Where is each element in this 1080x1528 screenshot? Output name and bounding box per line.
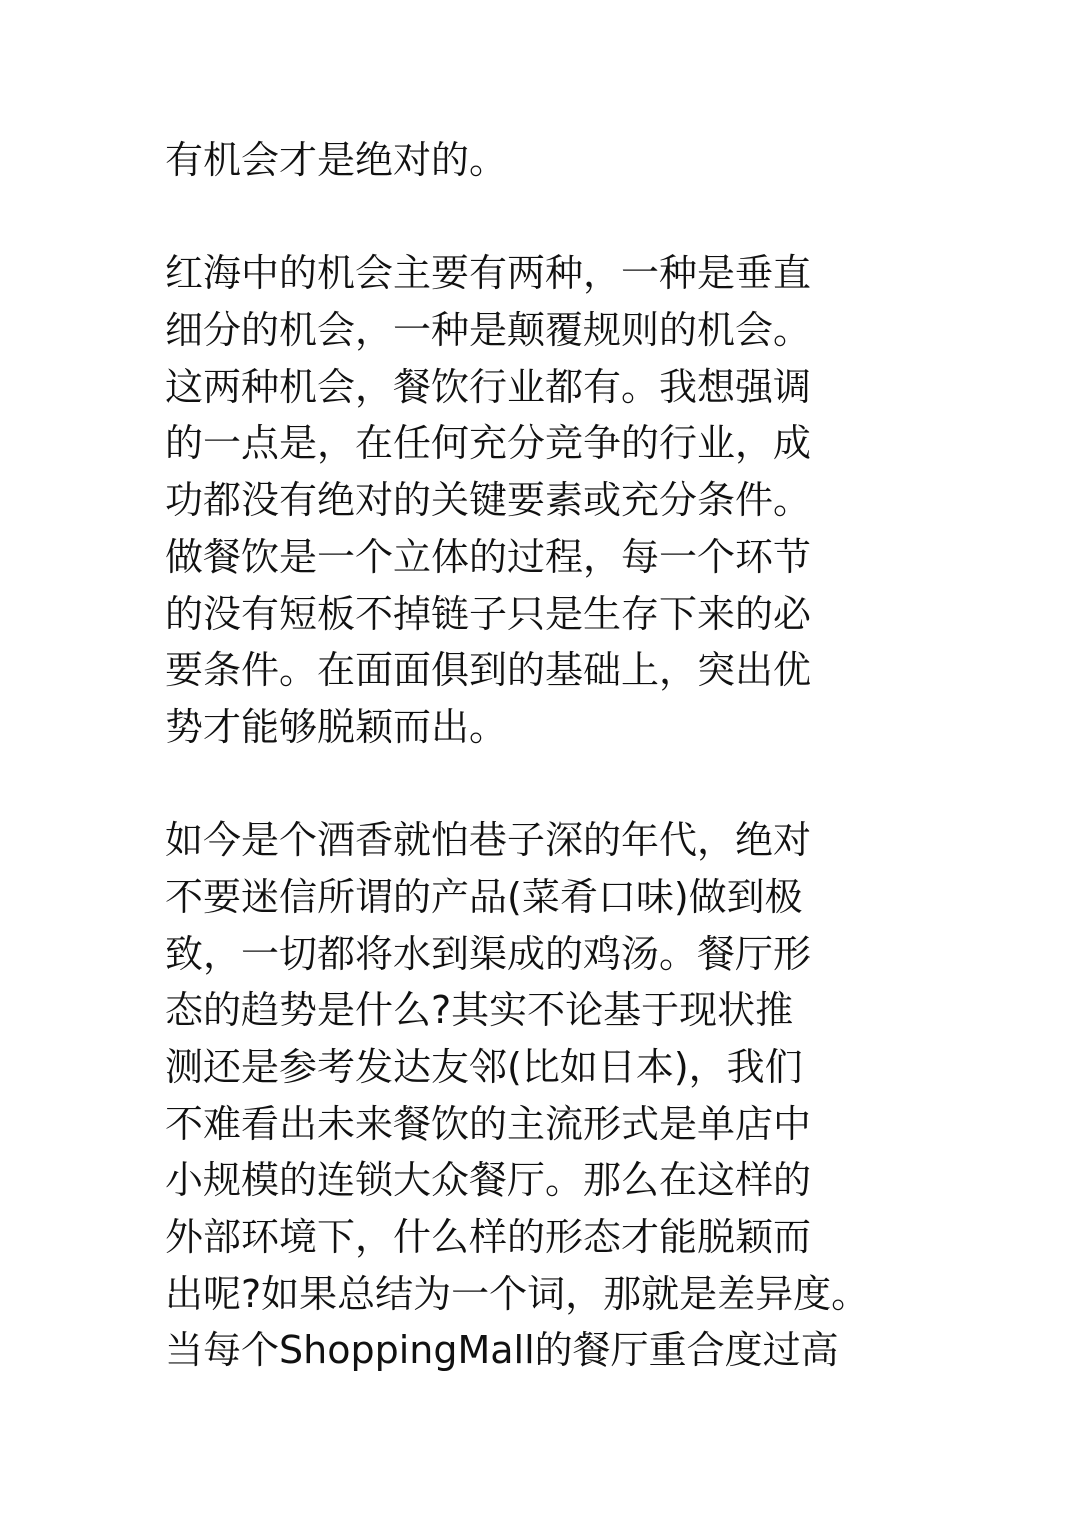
text-line: 有机会才是绝对的。 (165, 138, 508, 182)
text-line: 外部环境下，什么样的形态才能脱颖而 (165, 1215, 812, 1260)
text-line: 做餐饮是一个立体的过程，每一个环节 (165, 534, 812, 579)
paragraph-2 (165, 245, 965, 755)
text-line: 致，一切都将水到渠成的鸡汤。餐厅形 (165, 931, 812, 976)
paragraph-3 (165, 812, 965, 1379)
text-line: 如今是个酒香就怕巷子深的年代，绝对 (165, 818, 812, 863)
text-line: 态的趋势是什么?其实不论基于现状推 (165, 988, 794, 1033)
text-line: 小规模的连锁大众餐厅。那么在这样的 (165, 1158, 812, 1203)
text-line: 当每个ShoppingMall的餐厅重合度过高 (165, 1328, 839, 1373)
text-line: 的一点是，在任何充分竞争的行业，成 (165, 421, 812, 466)
text-line: 这两种机会，餐饮行业都有。我想强调 (165, 364, 812, 409)
text-line: 细分的机会，一种是颠覆规则的机会。 (165, 308, 812, 353)
text-line: 功都没有绝对的关键要素或充分条件。 (165, 478, 812, 523)
text-line: 的没有短板不掉链子只是生存下来的必 (165, 591, 812, 636)
text-line: 不难看出未来餐饮的主流形式是单店中 (165, 1101, 812, 1146)
text-line: 测还是参考发达友邻(比如日本)，我们 (165, 1045, 803, 1089)
text-line: 不要迷信所谓的产品(菜肴口味)做到极 (165, 874, 803, 919)
paragraph-1 (165, 132, 965, 189)
text-line: 红海中的机会主要有两种，一种是垂直 (165, 251, 812, 296)
text-line: 出呢?如果总结为一个词，那就是差异度。 (165, 1271, 870, 1316)
text-line: 要条件。在面面俱到的基础上，突出优 (165, 648, 812, 693)
text-line: 势才能够脱颖而出。 (165, 704, 508, 749)
article-body (165, 132, 965, 1379)
